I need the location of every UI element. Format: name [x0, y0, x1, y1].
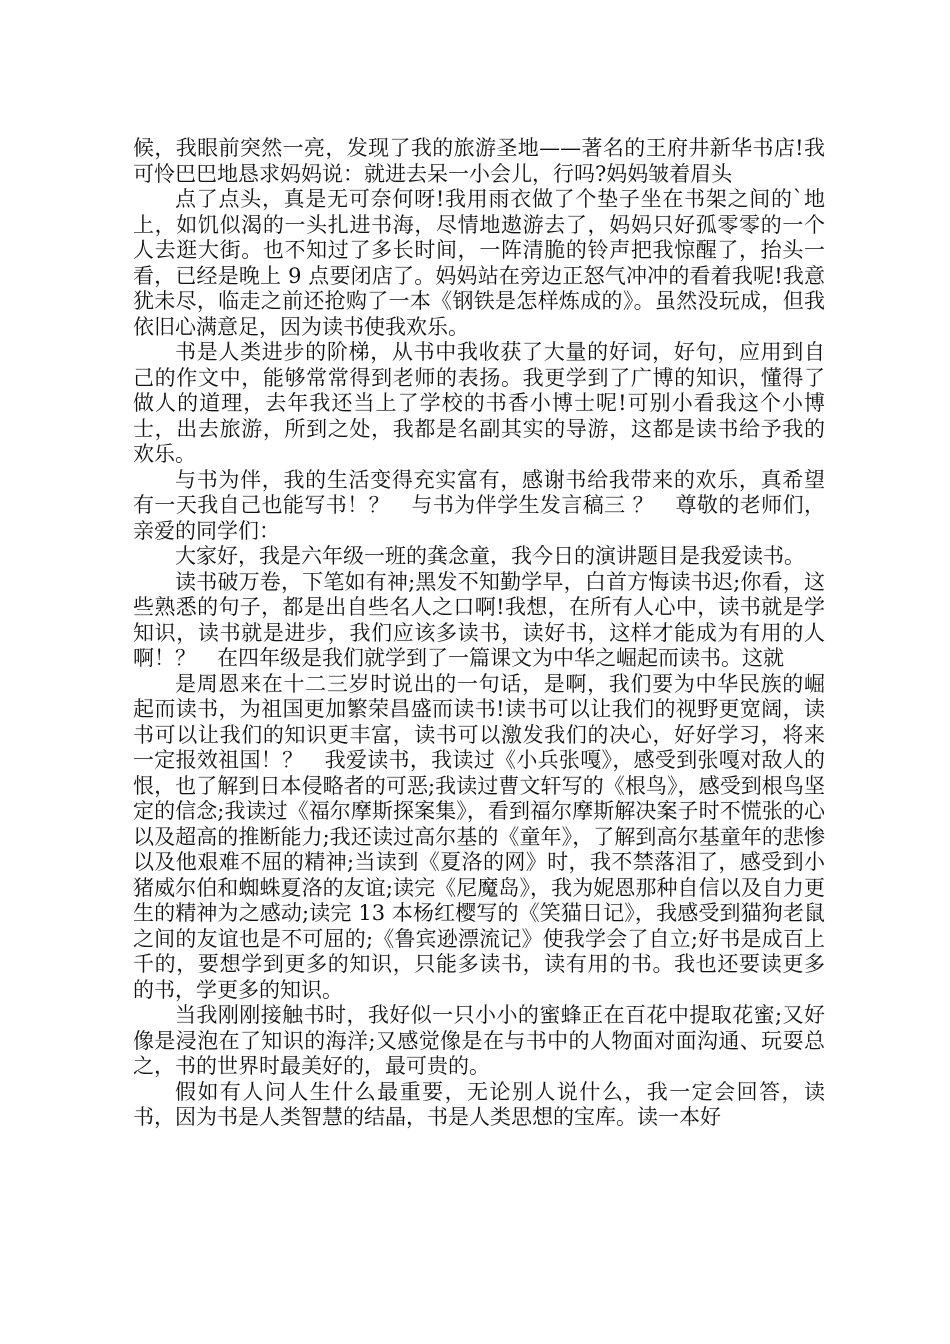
- paragraph-8: 当我刚刚接触书时，我好似一只小小的蜜蜂正在百花中提取花蜜;又好像是浸泡在了知识的海洋;又感觉像是在与书中的人物面对面沟通、玩耍总之，书的世界时最美好的，最可贵的。: [133, 1003, 825, 1078]
- paragraph-6: 读书破万卷，下笔如有神;黑发不知勤学早，白首方悔读书迟;你看，这些熟悉的句子，都是出自些名人之口啊!我想，在所有人心中，读书就是学知识，读书就是进步，我们应该多读书，读好书，这样才能成为有用的人啊！？ 在四年级是我们就学到了一篇课文为中华之崛起而读书。这就: [133, 569, 825, 670]
- paragraph-3: 书是人类进步的阶梯，从书中我收获了大量的好词，好句，应用到自己的作文中，能够常常得到老师的表扬。我更学到了广博的知识，懂得了做人的道理，去年我还当上了学校的书香小博士呢!可别小看我这个小博士，出去旅游，所到之处，我都是名副其实的导游，这都是读书给予我的欢乐。: [133, 340, 825, 466]
- paragraph-7: 是周恩来在十二三岁时说出的一句话，是啊，我们要为中华民族的崛起而读书，为祖国更加繁荣昌盛而读书!读书可以让我们的视野更宽阔，读书可以让我们的知识更丰富，读书可以激发我们的决心，好好学习，将来一定报效祖国！？ 我爱读书，我读过《小兵张嘎》，感受到张嘎对敌人的恨，也了解到日本侵略者的可恶;我读过曹文轩写的《根鸟》，感受到根鸟坚定的信念;我读过《福尔摩斯探案集》，看到福尔摩斯解决案子时不慌张的心以及超高的推断能力;我还读过高尔基的《童年》，了解到高尔基童年的悲惨以及他艰难不屈的精神;当读到《夏洛的网》时，我不禁落泪了，感受到小猪威尔伯和蜘蛛夏洛的友谊;读完《尼魔岛》，我为妮恩那种自信以及自力更生的精神为之感动;读完 13 本杨红樱写的《笑猫日记》，我感受到猫狗老鼠之间的友谊也是不可屈的;《鲁宾逊漂流记》使我学会了自立;好书是成百上千的，要想学到更多的知识，只能多读书，读有用的书。我也还要读更多的书，学更多的知识。: [133, 671, 825, 1002]
- paragraph-4: 与书为伴，我的生活变得充实富有，感谢书给我带来的欢乐，真希望有一天我自己也能写书！？ 与书为伴学生发言稿三 ？ 尊敬的老师们，亲爱的同学们：: [133, 467, 825, 543]
- paragraph-5: 大家好，我是六年级一班的龚念童，我今日的演讲题目是我爱读书。: [175, 544, 805, 568]
- paragraph-1: 候，我眼前突然一亮，发现了我的旅游圣地——著名的王府井新华书店!我可怜巴巴地恳求妈妈说：就进去呆一小会儿，行吗?妈妈皱着眉头: [133, 136, 825, 186]
- paragraph-9: 假如有人问人生什么最重要，无论别人说什么，我一定会回答，读书，因为书是人类智慧的结晶，书是人类思想的宝库。读一本好: [133, 1079, 825, 1129]
- paragraph-2: 点了点头，真是无可奈何呀!我用雨衣做了个垫子坐在书架之间的`地上，如饥似渴的一头扎进书海，尽情地遨游去了，妈妈只好孤零零的一个人去逛大街。也不知过了多长时间，一阵清脆的铃声把我惊醒了，抬头一看，已经是晚上 9 点要闭店了。妈妈站在旁边正怒气冲冲的看着我呢!我意犹未尽，临走之前还抢购了一本《钢铁是怎样炼成的》。虽然没玩成，但我依旧心满意足，因为读书使我欢乐。: [133, 187, 825, 339]
- document-body: [133, 136, 825, 1131]
